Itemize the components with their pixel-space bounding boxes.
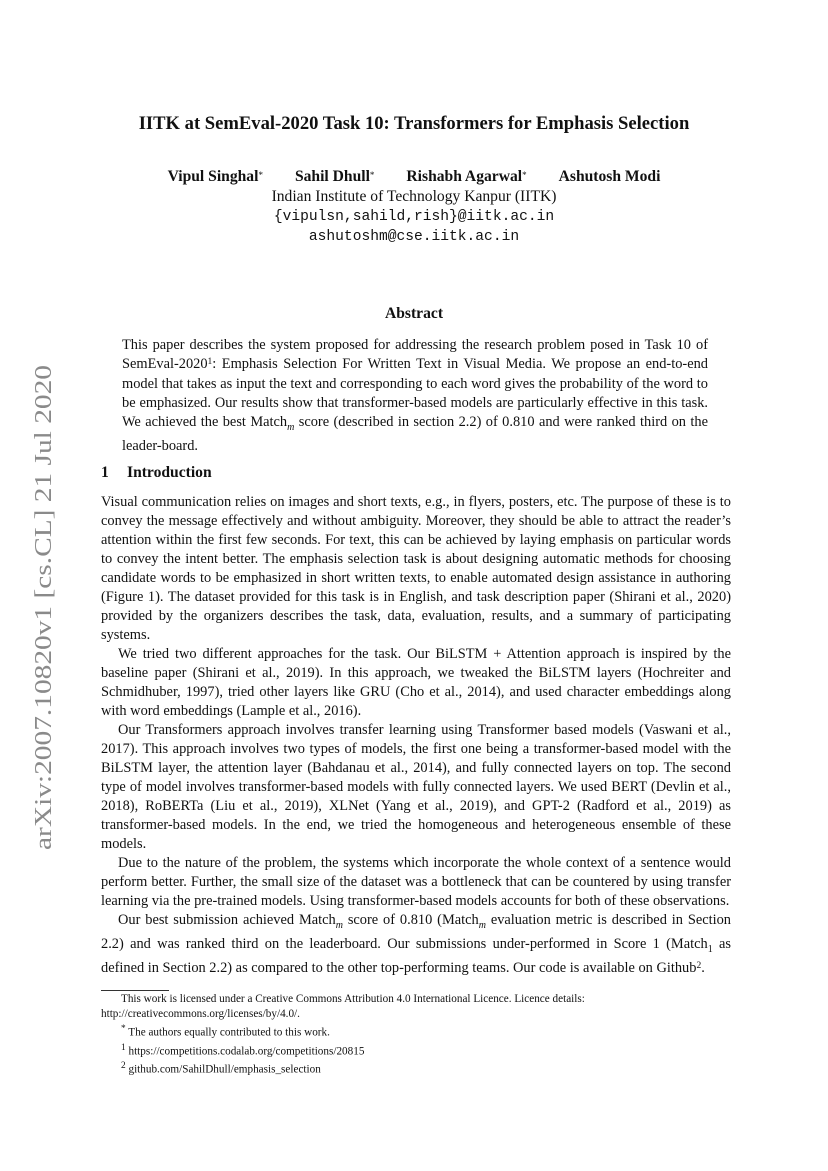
paragraph: Our Transformers approach involves transfer learning using Transformer based models (Vaswani et al., 2017). This approach involves two types of models, the first one being a transformer-based model with the BiLSTM layer, the attention layer (Bahdanau et al., 2014), and fully connected layers on top. The second type of model involves transformer-based models with fully connected layers. We used BERT (Devlin et al., 2018), RoBERTa (Liu et al., 2019), XLNet (Yang et al., 2019), and GPT-2 (Radford et al., 2019) as transformer-based models. In the end, we tried the homogeneous and heterogeneous ensemble of these models.: [101, 722, 731, 852]
author-name: Rishabh Agarwal*: [406, 168, 527, 185]
footnote-marker: 2: [696, 960, 702, 971]
abstract-heading: Abstract: [384, 305, 444, 322]
arxiv-side-stamp: [20, 360, 62, 860]
paragraph: Visual communication relies on images and short texts, e.g., in flyers, posters, etc. The purpose of these is to convey the message effectively and without ambiguity. Moreover, they should be able to attract the reader’s attention within the first few seconds. For text, this can be achieved by laying emphasis on particular words to convey the intent better. The emphasis selection task is about designing automatic methods for choosing candidate words to be emphasized in short written texts, to enable automated design assistance in authoring (Figure 1). The dataset provided for this task is in English, and task description paper (Shirani et al., 2020) provided by the organizers describes the task, data, evaluation, results, and a summary of participating systems.: [101, 494, 731, 643]
footnote: $^2$ github.com/SahilDhull/emphasis_selection: [121, 1061, 321, 1077]
footnote: $^1$ https://competitions.codalab.org/competitions/20815: [121, 1042, 365, 1058]
footnote: * The authors equally contributed to this work.: [121, 1024, 330, 1039]
footnote-marker: 1: [207, 357, 213, 368]
paragraph: We tried two different approaches for the task. Our BiLSTM + Attention approach is inspired by the baseline paper (Shirani et al., 2019). In this approach, we tweaked the BiLSTM layers (Hochreiter and Schmidhuber, 1997), tried other layers like GRU (Cho et al., 2014), and used character embeddings along with word embeddings (Lample et al., 2016).: [101, 646, 731, 719]
author-name: Vipul Singhal*: [167, 168, 263, 185]
paper-title: IITK at SemEval-2020 Task 10: Transformers for Emphasis Selection: [138, 113, 690, 134]
author-name: Ashutosh Modi: [558, 168, 661, 185]
email-line: ashutoshm@cse.iitk.ac.in: [308, 229, 520, 245]
author-name: Sahil Dhull*: [294, 168, 375, 185]
paragraph: Due to the nature of the problem, the systems which incorporate the whole context of a sentence would perform better. Further, the small size of the dataset was a bottleneck that can be countered by using transfer learning via the pre-trained models. Using transformer-based models accounts for both of these observations.: [101, 855, 731, 909]
section-heading: 1 Introduction: [101, 464, 212, 481]
paragraph: Our best submission achieved Match$_m$ score of 0.810 (Match$_m$ evaluation metric is described in Section 2.2) and was ranked third on the leaderboard. Our submissions under-performed in Score 1 (Match$_1$ as defined in Section 2.2) as compared to the other top-performing teams. Our code is available on Github$^2$.: [101, 912, 731, 976]
author-list: [0, 167, 828, 187]
author-block: [0, 167, 828, 247]
abstract-text: This paper describes the system proposed for addressing the research problem posed in Task 10 of SemEval-2020$^1$: Emphasis Selection For Written Text in Visual Media. We propose an end-to-end model that takes as input the text and corresponding to each word gives the probability of the word to be emphasized. Our results show that transformer-based models are particularly effective in this task. We achieved the best Match$_m$ score (described in section 2.2) of 0.810 and were ranked third on the leader-board.: [122, 337, 708, 455]
introduction-body: [101, 493, 731, 978]
affiliation: Indian Institute of Technology Kanpur (IITK): [271, 188, 557, 205]
arxiv-identifier: arXiv:2007.10820v1 [cs.CL] 21 Jul 2020: [30, 445, 57, 850]
email-line: {vipulsn,sahild,rish}@iitk.ac.in: [273, 209, 555, 225]
footnote-rule: [101, 990, 169, 991]
license-footnote: This work is licensed under a Creative Commons Attribution 4.0 International Licence. Licence details: http://creativecommons.org/licenses/by/4.0/.: [101, 993, 585, 1020]
footnotes: [101, 992, 731, 1078]
